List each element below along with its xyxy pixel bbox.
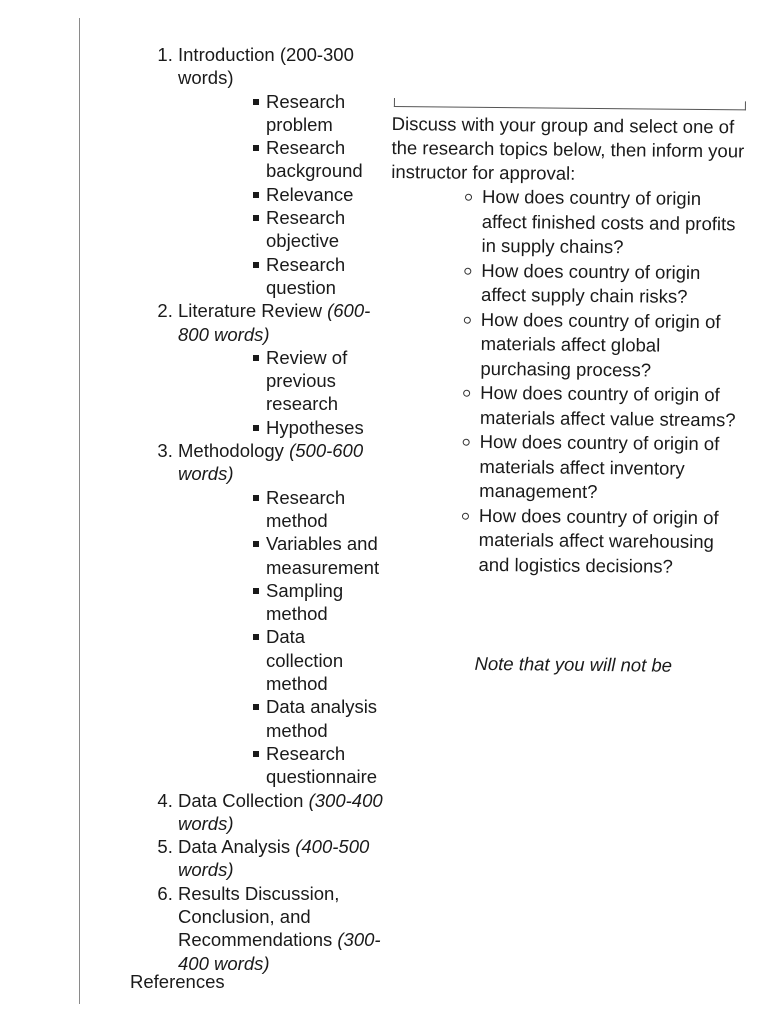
outline-item-title: Data Analysis [178, 836, 291, 858]
outline-item [178, 299, 383, 439]
note-text: Note that you will not be [474, 652, 673, 676]
outline-subitem: Relevance [266, 183, 383, 206]
outline-subitem: Variables and measurement [266, 532, 383, 579]
outline-item-wordcount: (600-800 words) [178, 300, 371, 345]
outline-item [178, 439, 383, 788]
topic-item: How does country of origin of materials affect value streams? [480, 381, 748, 433]
outline-subitem: Data collection method [266, 625, 383, 695]
outline-section [150, 43, 383, 974]
outline-item [178, 43, 383, 299]
outline-item-wordcount: (300-400 words) [178, 929, 381, 974]
outline-item-wordcount: (200-300 words) [178, 44, 354, 89]
outline-item-title: Methodology [178, 440, 284, 462]
topic-item: How does country of origin of materials affect global purchasing process? [480, 307, 749, 383]
outline-subitem: Research questionnaire [266, 742, 383, 789]
topic-item: How does country of origin affect supply chain risks? [481, 258, 749, 310]
outline-subitems [178, 486, 383, 789]
left-margin-line [79, 18, 80, 1004]
outline-subitem: Research background [266, 136, 383, 183]
outline-subitem: Research method [266, 486, 383, 533]
topic-item: How does country of origin affect finished costs and profits in supply chains? [481, 185, 750, 261]
outline-item-title: Literature Review [178, 300, 322, 322]
outline-item [178, 882, 383, 975]
outline-item-title: Data Collection [178, 789, 304, 811]
outline-item [178, 835, 383, 882]
outline-subitem: Data analysis method [266, 695, 383, 742]
outline-subitem: Research objective [266, 206, 383, 253]
outline-list [150, 43, 383, 975]
outline-item-wordcount: (500-600 words) [178, 440, 364, 485]
outline-item-wordcount: (400-500 words) [178, 836, 370, 881]
panel-top-bracket [394, 98, 746, 110]
outline-subitem: Sampling method [266, 579, 383, 626]
outline-subitem: Research question [266, 253, 383, 300]
outline-item [178, 789, 383, 836]
outline-subitems [178, 90, 383, 300]
instructions-text: Discuss with your group and select one of the research topics below, then inform your instructor for approval: [391, 112, 745, 184]
outline-item-title: Results Discussion, Conclusion, and Recommendations [178, 882, 340, 951]
topic-item: How does country of origin of materials affect inventory management? [479, 430, 748, 506]
references-heading: References [130, 971, 225, 992]
outline-item-wordcount: (300-400 words) [178, 789, 383, 834]
outline-subitem: Research problem [266, 90, 383, 137]
research-topics-panel [387, 96, 752, 676]
topics-list [478, 185, 750, 580]
outline-subitems [178, 346, 383, 439]
outline-item-title: Introduction [178, 44, 275, 65]
topic-item: How does country of origin of materials affect warehousing and logistics decisions? [478, 503, 747, 579]
outline-subitem: Review of previous research [266, 346, 383, 416]
outline-subitem: Hypotheses [266, 416, 383, 439]
